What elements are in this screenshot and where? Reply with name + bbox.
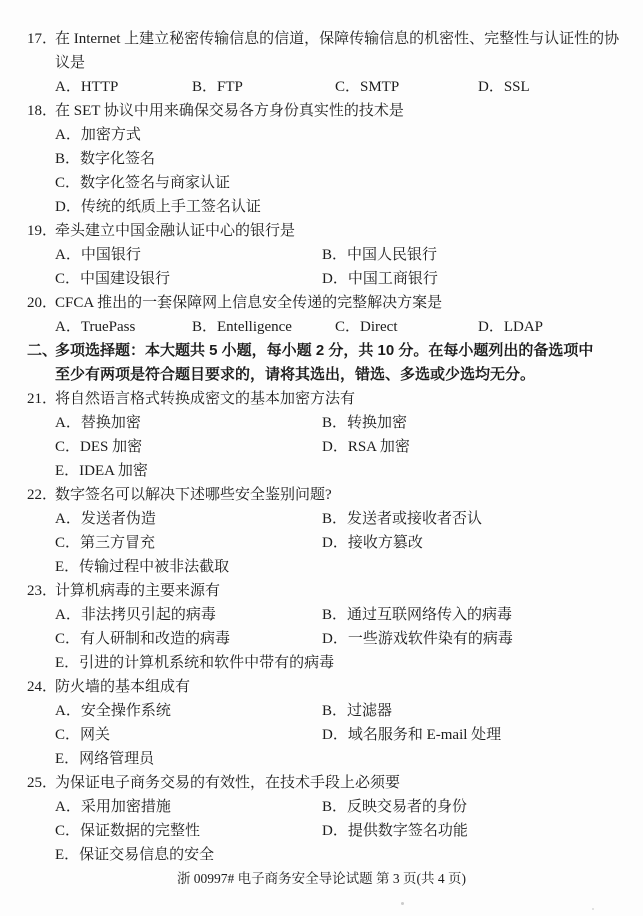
question-24-option-d: D．域名服务和 E-mail 处理 <box>322 727 502 743</box>
question-25-option-e: E．保证交易信息的安全 <box>55 847 215 863</box>
question-20-number: 20． <box>27 295 58 311</box>
question-19-number: 19． <box>27 223 58 239</box>
question-25-options-row-1 <box>0 795 643 819</box>
question-17-option-a: A．HTTP <box>55 79 119 95</box>
question-17-option-c: C．SMTP <box>335 79 400 95</box>
section-2-heading <box>0 339 643 363</box>
question-20-option-a: A．TruePass <box>55 319 136 335</box>
question-24-option-e: E．网络管理员 <box>55 751 155 767</box>
question-18-number: 18． <box>27 103 58 119</box>
section-2-heading-cont <box>0 363 643 387</box>
question-20-option-b: B．Entelligence <box>192 319 292 335</box>
question-22-stem <box>0 483 643 507</box>
question-22-options-row-1 <box>0 507 643 531</box>
question-23-text: 计算机病毒的主要来源有 <box>55 583 221 599</box>
question-20-options-row <box>0 315 643 339</box>
question-22-option-d: D．接收方篡改 <box>322 535 423 551</box>
question-18-option-c: C．数字化签名与商家认证 <box>55 175 231 191</box>
question-19-options-row-2 <box>0 267 643 291</box>
question-23-option-b: B．通过互联网络传入的病毒 <box>322 607 513 623</box>
question-24-option-b: B．过滤器 <box>322 703 393 719</box>
question-17-option-d: D．SSL <box>478 79 530 95</box>
question-18-option-b: B．数字化签名 <box>55 151 156 167</box>
question-17-number: 17． <box>27 31 58 47</box>
section-2-heading-line-1: 多项选择题：本大题共 5 小题，每小题 2 分，共 10 分。在每小题列出的备选项中 <box>55 342 594 359</box>
question-23-stem <box>0 579 643 603</box>
question-19-options-row-1 <box>0 243 643 267</box>
question-21-option-d: D．RSA 加密 <box>322 439 410 455</box>
question-25-options-row-2 <box>0 819 643 843</box>
question-25-option-a: A．采用加密措施 <box>55 799 171 815</box>
section-2-heading-line-2: 至少有两项是符合题目要求的，请将其选出，错选、多选或少选均无分。 <box>55 366 536 383</box>
question-21-number: 21． <box>27 391 58 407</box>
scan-speck <box>592 908 594 910</box>
question-19-option-c: C．中国建设银行 <box>55 271 171 287</box>
question-23-number: 23． <box>27 583 58 599</box>
exam-content <box>0 27 643 891</box>
question-17-option-b: B．FTP <box>192 79 243 95</box>
question-22-number: 22． <box>27 487 58 503</box>
question-21-options-row-1 <box>0 411 643 435</box>
question-18-text: 在 SET 协议中用来确保交易各方身份真实性的技术是 <box>55 103 404 119</box>
question-22-option-c: C．第三方冒充 <box>55 535 156 551</box>
question-21-text: 将自然语言格式转换成密文的基本加密方法有 <box>55 391 356 407</box>
question-19-option-a: A．中国银行 <box>55 247 141 263</box>
question-18-option-row-b <box>0 147 643 171</box>
question-25-options-row-3 <box>0 843 643 867</box>
question-24-stem <box>0 675 643 699</box>
section-2-marker: 二、 <box>27 342 58 359</box>
question-25-stem <box>0 771 643 795</box>
question-18-option-row-d <box>0 195 643 219</box>
question-17-text: 在 Internet 上建立秘密传输信息的信道，保障传输信息的机密性、完整性与认证性的协 <box>55 31 620 47</box>
question-21-option-e: E．IDEA 加密 <box>55 463 148 479</box>
question-23-options-row-1 <box>0 603 643 627</box>
question-22-option-a: A．发送者伪造 <box>55 511 156 527</box>
question-25-option-d: D．提供数字签名功能 <box>322 823 468 839</box>
question-18-option-row-a <box>0 123 643 147</box>
question-18-option-d: D．传统的纸质上手工签名认证 <box>55 199 261 215</box>
question-24-text: 防火墙的基本组成有 <box>55 679 191 695</box>
question-22-option-b: B．发送者或接收者否认 <box>322 511 483 527</box>
question-25-number: 25． <box>27 775 58 791</box>
question-19-option-d: D．中国工商银行 <box>322 271 438 287</box>
question-20-option-d: D．LDAP <box>478 319 544 335</box>
question-17-stem <box>0 27 643 51</box>
question-22-text: 数字签名可以解决下述哪些安全鉴别问题? <box>55 487 332 503</box>
question-19-stem <box>0 219 643 243</box>
question-24-options-row-3 <box>0 747 643 771</box>
question-20-option-c: C．Direct <box>335 319 398 335</box>
question-17-options-row <box>0 75 643 99</box>
question-24-options-row-1 <box>0 699 643 723</box>
question-23-option-a: A．非法拷贝引起的病毒 <box>55 607 216 623</box>
question-21-options-row-3 <box>0 459 643 483</box>
question-20-text: CFCA 推出的一套保障网上信息安全传递的完整解决方案是 <box>55 295 443 311</box>
question-25-option-b: B．反映交易者的身份 <box>322 799 468 815</box>
scan-speck <box>401 902 404 905</box>
question-21-stem <box>0 387 643 411</box>
question-23-options-row-3 <box>0 651 643 675</box>
question-18-option-a: A．加密方式 <box>55 127 141 143</box>
question-23-option-e: E．引进的计算机系统和软件中带有的病毒 <box>55 655 335 671</box>
question-23-option-c: C．有人研制和改造的病毒 <box>55 631 231 647</box>
question-19-option-b: B．中国人民银行 <box>322 247 438 263</box>
question-21-option-c: C．DES 加密 <box>55 439 143 455</box>
question-22-option-e: E．传输过程中被非法截取 <box>55 559 230 575</box>
question-21-options-row-2 <box>0 435 643 459</box>
question-24-options-row-2 <box>0 723 643 747</box>
question-23-option-d: D．一些游戏软件染有的病毒 <box>322 631 513 647</box>
question-22-options-row-3 <box>0 555 643 579</box>
question-25-option-c: C．保证数据的完整性 <box>55 823 201 839</box>
question-24-option-c: C．网关 <box>55 727 111 743</box>
page-footer: 浙 00997# 电子商务安全导论试题 第 3 页(共 4 页) <box>176 871 467 886</box>
question-18-option-row-c <box>0 171 643 195</box>
question-23-options-row-2 <box>0 627 643 651</box>
question-17-text-cont: 议是 <box>55 55 86 71</box>
question-22-options-row-2 <box>0 531 643 555</box>
question-17-stem-cont <box>0 51 643 75</box>
question-21-option-a: A．替换加密 <box>55 415 141 431</box>
question-19-text: 牵头建立中国金融认证中心的银行是 <box>55 223 296 239</box>
question-24-number: 24． <box>27 679 58 695</box>
question-20-stem <box>0 291 643 315</box>
question-24-option-a: A．安全操作系统 <box>55 703 171 719</box>
question-21-option-b: B．转换加密 <box>322 415 408 431</box>
question-25-text: 为保证电子商务交易的有效性，在技术手段上必须要 <box>55 775 401 791</box>
question-18-stem <box>0 99 643 123</box>
